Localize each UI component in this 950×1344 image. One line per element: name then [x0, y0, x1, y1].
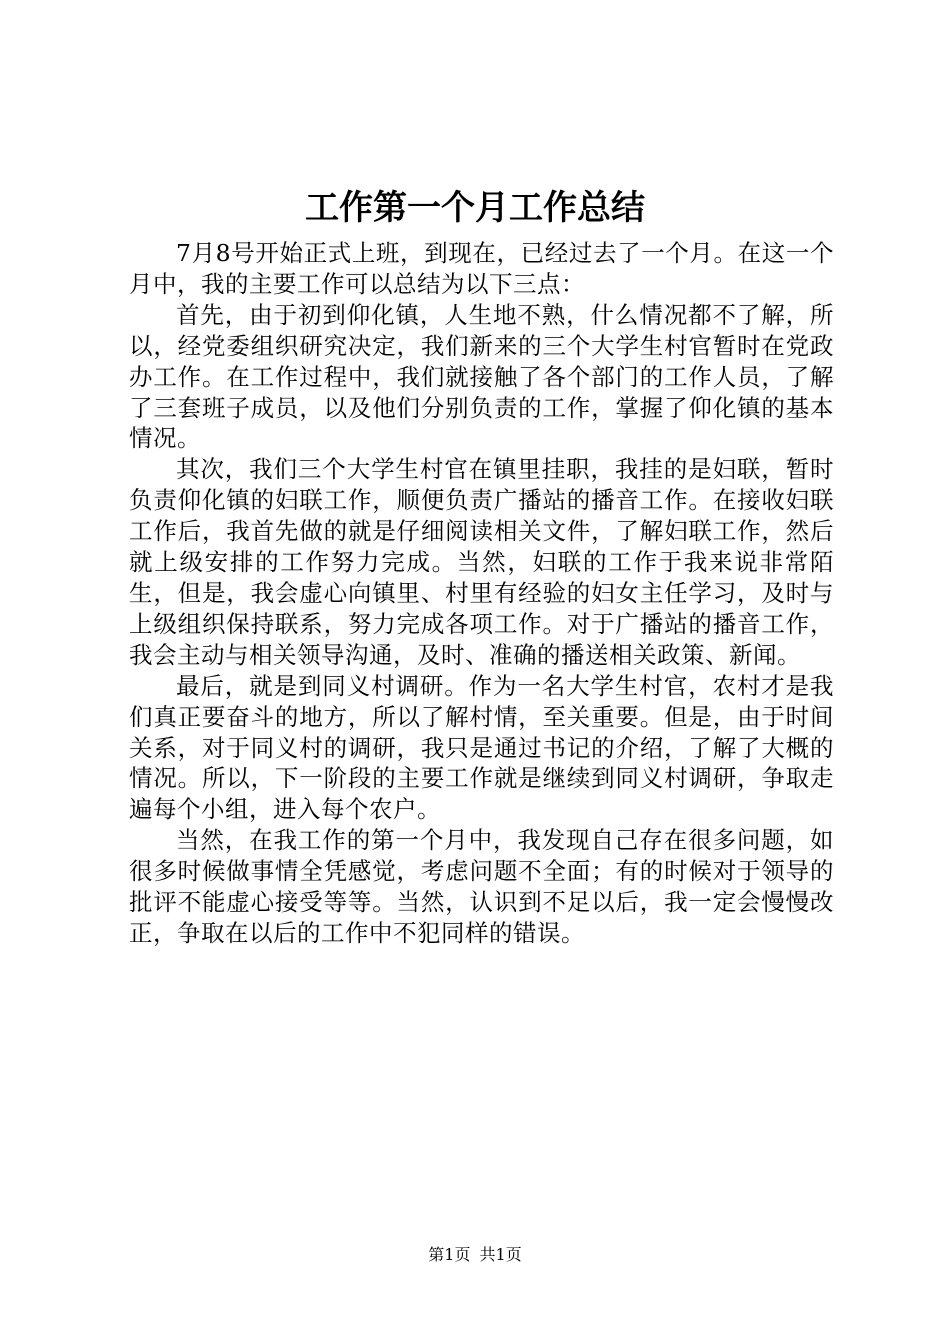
paragraph-first: 首先，由于初到仰化镇，人生地不熟，什么情况都不了解，所以，经党委组织研究决定，我们新来的三个大学生村官暂时在党政办工作。在工作过程中，我们就接触了各个部门的工作人员，了解了三套班子成员，以及他们分别负责的工作，掌握了仰化镇的基本情况。: [129, 300, 834, 453]
page-footer: [0, 1244, 950, 1266]
paragraph-conclusion: 当然，在我工作的第一个月中，我发现自己存在很多问题，如很多时候做事情全凭感觉，考虑问题不全面；有的时候对于领导的批评不能虚心接受等等。当然，认识到不足以后，我一定会慢慢改正，争取在以后的工作中不犯同样的错误。: [129, 826, 834, 947]
document-title: 工作第一个月工作总结: [305, 188, 645, 228]
page-number: 第1页: [428, 1245, 471, 1264]
document-body: [129, 238, 834, 949]
paragraph-intro: 7月8号开始正式上班，到现在，已经过去了一个月。在这一个月中，我的主要工作可以总结为以下三点：: [129, 239, 834, 298]
paragraph-second: 其次，我们三个大学生村官在镇里挂职，我挂的是妇联，暂时负责仰化镇的妇联工作，顺便负责广播站的播音工作。在接收妇联工作后，我首先做的就是仔细阅读相关文件，了解妇联工作，然后就上级安排的工作努力完成。当然，妇联的工作于我来说非常陌生，但是，我会虚心向镇里、村里有经验的妇女主任学习，及时与上级组织保持联系，努力完成各项工作。对于广播站的播音工作，我会主动与相关领导沟通，及时、准确的播送相关政策、新闻。: [129, 455, 834, 669]
page-total: 共1页: [479, 1245, 522, 1264]
paragraph-third: 最后，就是到同义村调研。作为一名大学生村官，农村才是我们真正要奋斗的地方，所以了解村情，至关重要。但是，由于时间关系，对于同义村的调研，我只是通过书记的介绍，了解了大概的情况。所以，下一阶段的主要工作就是继续到同义村调研，争取走遍每个小组，进入每个农户。: [129, 671, 834, 824]
